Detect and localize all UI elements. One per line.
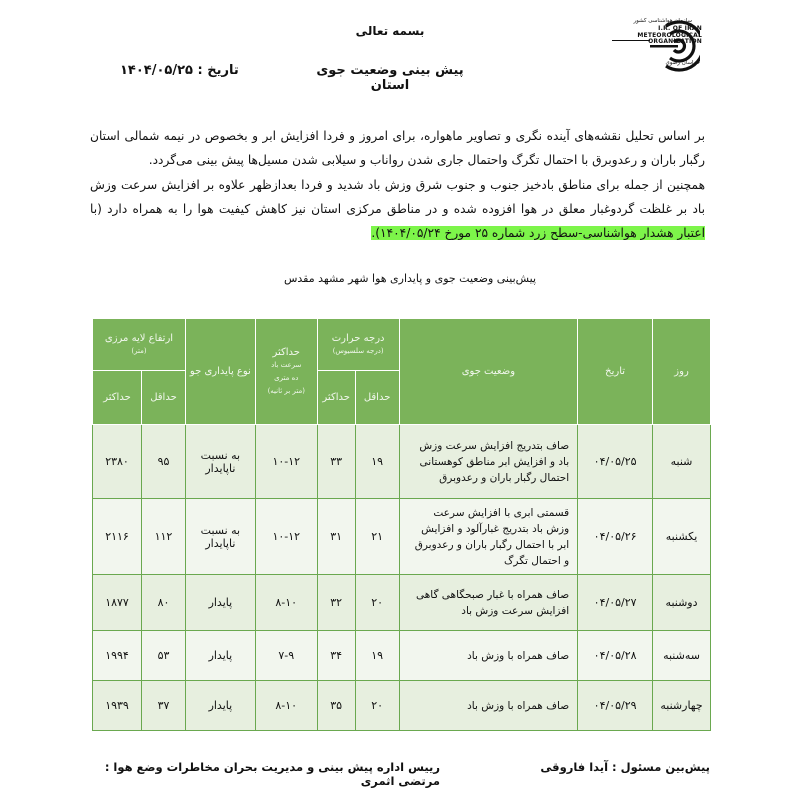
table-title: پیش‌بینی وضعیت جوی و پایداری هوا شهر مشهد مقدس: [283, 272, 537, 285]
cell-stability: پایدار: [185, 575, 255, 631]
header-bl-max: حداکثر: [93, 371, 142, 425]
header-date: تاریخ: [578, 319, 653, 425]
paragraph-1: بر اساس تحلیل نقشه‌های آینده نگری و تصاویر ماهواره، برای امروز و فردا افزایش ابر و بخصوص در نیمه شمالی استان رگبار باران و رعدوبرق با احتمال تگرگ واحتمال جاری شدن رواناب و سیلابی شدن مسیل‌ها پیش بینی می‌گردد.: [90, 129, 705, 168]
cell-stability: پایدار: [185, 681, 255, 731]
cell-temp-max: ۳۳: [317, 425, 355, 499]
document-date: [120, 63, 320, 78]
wind-max-label: حداکثر: [272, 346, 300, 358]
cell-wind: ۸-۱۰: [255, 575, 317, 631]
cell-date: ۰۴/۰۵/۲۵: [578, 425, 653, 499]
cell-bl-min: ۵۳: [142, 631, 186, 681]
cell-day: دوشنبه: [653, 575, 711, 631]
header-temp-max: حداکثر: [317, 371, 355, 425]
forecast-table: [92, 318, 711, 731]
cell-temp-max: ۳۴: [317, 631, 355, 681]
cell-condition: صاف همراه با وزش باد: [399, 631, 578, 681]
wind-label-1: سرعت باد: [271, 360, 302, 369]
warning-highlight: اعتبار هشدار هواشناسی-سطح زرد شماره ۲۵ مورخ ۱۴۰۴/۰۵/۲۴).: [371, 226, 705, 241]
table-row: [93, 681, 711, 731]
logo-text-fa: سازمان هواشناسی کشور: [633, 18, 692, 24]
cell-condition: صاف همراه با وزش باد: [399, 681, 578, 731]
header-temperature: [317, 319, 399, 371]
cell-condition: صاف بتدریج افزایش سرعت وزش باد و افزایش ابر مناطق کوهستانی احتمال رگبار باران و رعدوبرق: [399, 425, 578, 499]
cell-bl-max: ۲۳۸۰: [93, 425, 142, 499]
cell-wind: ۱۰-۱۲: [255, 425, 317, 499]
forecast-description: [90, 124, 705, 245]
cell-bl-max: ۲۱۱۶: [93, 499, 142, 575]
temperature-label: درجه حرارت: [331, 332, 385, 344]
cell-day: یکشنبه: [653, 499, 711, 575]
cell-wind: ۷-۹: [255, 631, 317, 681]
header-stability: نوع پایداری جو: [185, 319, 255, 425]
date-label: تاریخ :: [197, 63, 239, 78]
cell-date: ۰۴/۰۵/۲۶: [578, 499, 653, 575]
logo-subtext: خراسان رضوی: [665, 60, 700, 66]
table-row: [93, 499, 711, 575]
cell-temp-min: ۲۰: [355, 575, 399, 631]
boundary-layer-label: ارتفاع لایه مرزی: [104, 332, 174, 344]
cell-bl-max: ۱۹۹۴: [93, 631, 142, 681]
cell-bl-min: ۹۵: [142, 425, 186, 499]
cell-temp-min: ۱۹: [355, 631, 399, 681]
cell-temp-min: ۲۰: [355, 681, 399, 731]
cell-condition: صاف همراه با غبار صبحگاهی گاهی افزایش سرعت وزش باد: [399, 575, 578, 631]
cell-wind: ۸-۱۰: [255, 681, 317, 731]
header-wind: [255, 319, 317, 425]
table-row: [93, 425, 711, 499]
cell-temp-max: ۳۲: [317, 575, 355, 631]
wind-label-2: ده متری: [274, 373, 299, 382]
cell-bl-max: ۱۸۷۷: [93, 575, 142, 631]
cell-date: ۰۴/۰۵/۲۹: [578, 681, 653, 731]
basmala: بسمه تعالی: [355, 24, 425, 38]
cell-bl-min: ۳۷: [142, 681, 186, 731]
boundary-layer-unit: (متر): [131, 346, 147, 355]
cell-condition: قسمتی ابری با افزایش سرعت وزش باد بتدریج غبارآلود و افزایش ابر با احتمال رگبار باران و رعدوبرق و احتمال تگرگ: [399, 499, 578, 575]
cell-temp-max: ۳۱: [317, 499, 355, 575]
cell-bl-min: ۱۱۲: [142, 499, 186, 575]
wind-unit: (متر بر ثانیه): [267, 386, 305, 395]
cell-bl-max: ۱۹۳۹: [93, 681, 142, 731]
department-head-signature: رییس اداره پیش بینی و مدیریت بحران مخاطرات وضع هوا : مرتضی اثمری: [104, 760, 440, 788]
table-row: [93, 575, 711, 631]
header-bl-min: حداقل: [142, 371, 186, 425]
temperature-unit: (درجه سلسیوس): [332, 346, 384, 355]
cell-temp-max: ۳۵: [317, 681, 355, 731]
header-condition: وضعیت جوی: [399, 319, 578, 425]
logo-text-en: I.R. OF IRAN METEOROLOGICAL ORGANIZATION: [637, 25, 702, 46]
cell-stability: به نسبت ناپایدار: [185, 425, 255, 499]
document-title: پیش بینی وضعیت جوی استان: [316, 63, 464, 93]
cell-day: چهارشنبه: [653, 681, 711, 731]
cell-day: شنبه: [653, 425, 711, 499]
header-temp-min: حداقل: [355, 371, 399, 425]
cell-date: ۰۴/۰۵/۲۷: [578, 575, 653, 631]
header-boundary-layer: [93, 319, 186, 371]
cell-stability: پایدار: [185, 631, 255, 681]
date-value: ۱۴۰۴/۰۵/۲۵: [120, 63, 193, 78]
cell-bl-min: ۸۰: [142, 575, 186, 631]
cell-day: سه‌شنبه: [653, 631, 711, 681]
cell-temp-min: ۲۱: [355, 499, 399, 575]
forecaster-signature: پیش‌بین مسئول : آیدا فاروقی: [540, 760, 710, 774]
cell-date: ۰۴/۰۵/۲۸: [578, 631, 653, 681]
header-day: روز: [653, 319, 711, 425]
paragraph-2: همچنین از جمله برای مناطق بادخیز جنوب و جنوب شرق وزش باد شدید و فردا بعدازظهر علاوه بر افزایش سرعت وزش باد بر غلظت گردوغبار معلق در هوا افزوده شده و در مناطق مرکزی استان نیز کاهش کیفیت هوا را به همراه دارد (با: [90, 177, 705, 216]
cell-stability: به نسبت ناپایدار: [185, 499, 255, 575]
cell-temp-min: ۱۹: [355, 425, 399, 499]
table-row: [93, 631, 711, 681]
cell-wind: ۱۰-۱۲: [255, 499, 317, 575]
